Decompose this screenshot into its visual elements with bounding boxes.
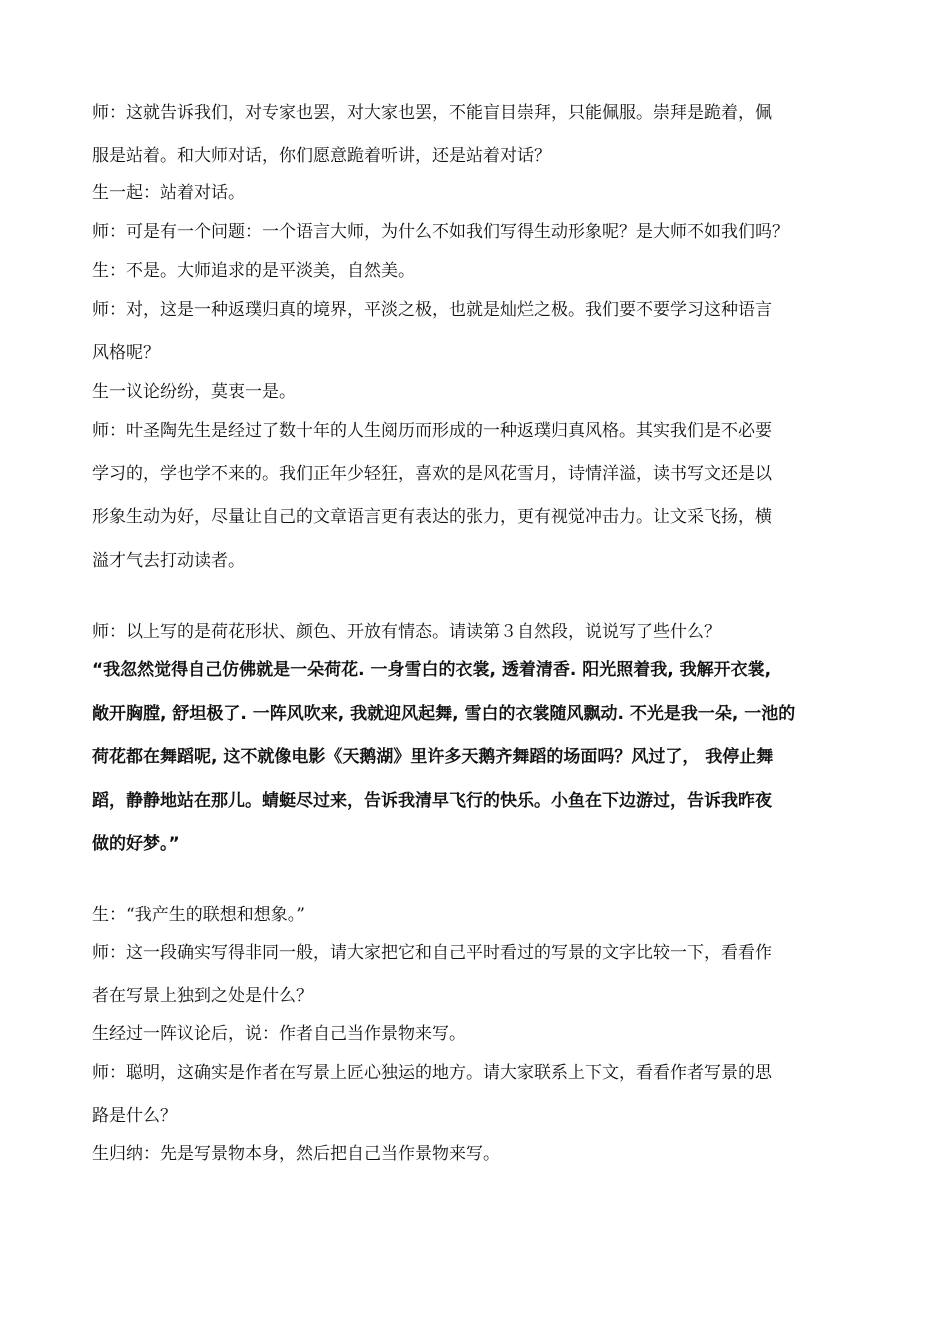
paragraph-line: 溢才气去打动读者。: [92, 551, 245, 571]
paragraph-line: 生归纳：先是写景物本身，然后把自己当作景物来写。: [92, 1144, 500, 1164]
quote-line: 荷花都在舞蹈呢, 这不就像电影《天鹅湖》里许多天鹅齐舞蹈的场面吗？风过了， 我停止舞: [92, 747, 774, 767]
paragraph-line: 生经过一阵议论后，说：作者自己当作景物来写。: [92, 1024, 466, 1044]
paragraph-line: 师：以上写的是荷花形状、颜色、开放有情态。请读第３自然段，说说写了些什么？: [92, 622, 721, 642]
paragraph-line: 师：聪明，这确实是作者在写景上匠心独运的地方。请大家联系上下文，看看作者写景的思: [92, 1063, 772, 1083]
paragraph-line: 师：这就告诉我们，对专家也罢，对大家也罢，不能盲目崇拜，只能佩服。崇拜是跪着，佩: [92, 103, 772, 123]
paragraph-line: 风格呢？: [92, 343, 160, 363]
quote-line: 蹈，静静地站在那儿。蜻蜓尽过来，告诉我清早飞行的快乐。小鱼在下边游过，告诉我昨夜: [92, 791, 772, 811]
paragraph-line: 路是什么？: [92, 1106, 177, 1126]
paragraph-line: 师：这一段确实写得非同一般，请大家把它和自己平时看过的写景的文字比较一下，看看作: [92, 943, 772, 963]
paragraph-line: 形象生动为好，尽量让自己的文章语言更有表达的张力，更有视觉冲击力。让文采飞扬，横: [92, 507, 772, 527]
paragraph-line: 师：叶圣陶先生是经过了数十年的人生阅历而形成的一种返璞归真风格。其实我们是不必要: [92, 421, 772, 441]
paragraph-line: 生一议论纷纷，莫衷一是。: [92, 382, 296, 402]
paragraph-line: 服是站着。和大师对话，你们愿意跪着听讲，还是站着对话？: [92, 146, 551, 166]
paragraph-line: 师：可是有一个问题：一个语言大师，为什么不如我们写得生动形象呢？是大师不如我们吗？: [92, 222, 789, 242]
paragraph-line: 生：不是。大师追求的是平淡美，自然美。: [92, 261, 415, 281]
quote-line: 做的好梦。”: [92, 834, 180, 854]
quote-line: “我忽然觉得自己仿佛就是一朵荷花. 一身雪白的衣裳, 透着清香. 阳光照着我, 我解开衣裳,: [92, 660, 772, 680]
paragraph-line: 师：对，这是一种返璞归真的境界，平淡之极，也就是灿烂之极。我们要不要学习这种语言: [92, 300, 772, 320]
paragraph-line: 生：“我产生的联想和想象。”: [92, 905, 305, 925]
paragraph-line: 生一起：站着对话。: [92, 183, 245, 203]
quote-line: 敞开胸膛, 舒坦极了. 一阵风吹来, 我就迎风起舞, 雪白的衣裳随风飘动. 不光是我一朵, 一池的: [92, 704, 796, 724]
paragraph-line: 者在写景上独到之处是什么？: [92, 986, 313, 1006]
paragraph-line: 学习的，学也学不来的。我们正年少轻狂，喜欢的是风花雪月，诗情洋溢，读书写文还是以: [92, 464, 772, 484]
